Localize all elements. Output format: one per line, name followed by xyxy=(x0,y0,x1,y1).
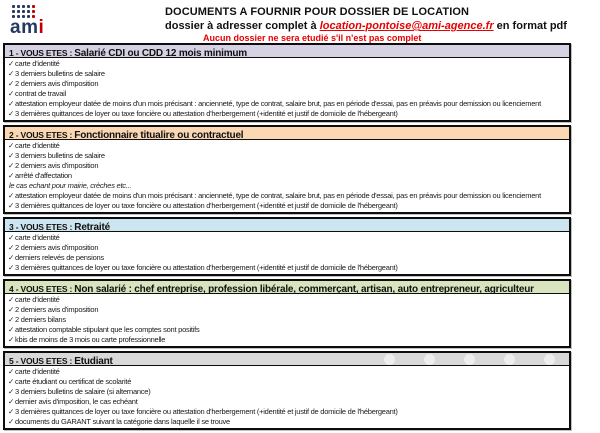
item-text: attestation employeur datée de moins d'un mois précisant : ancienneté, type de contrat, salaire brut, pas en période d'essai, pas en préavis pour demission ou licenciement xyxy=(15,191,541,200)
item-text: carte d'identité xyxy=(15,367,60,376)
checklist-item xyxy=(8,295,565,305)
item-text: 2 derniers bilans xyxy=(15,315,66,324)
section-header xyxy=(5,219,569,232)
logo-dot xyxy=(17,10,20,13)
checkmark-icon: ✓ xyxy=(8,99,15,108)
item-text: 3 dernières quittances de loyer ou taxe foncière ou attestation d'herbergement (+identité et justif de domicile de l'hébergeant) xyxy=(15,407,398,416)
subtitle-prefix: dossier à adresser complet à xyxy=(165,20,320,32)
checkmark-icon: ✓ xyxy=(8,141,15,150)
watermark-circle xyxy=(504,354,515,365)
item-text: 3 dernières quittances de loyer ou taxe foncière ou attestation d'herbergement (+identité et justif de domicile de l'hébergeant) xyxy=(15,263,398,272)
logo-dot xyxy=(27,5,30,8)
checkmark-icon: ✓ xyxy=(8,325,15,334)
logo-wordmark xyxy=(10,19,56,36)
item-text: 2 derniers avis d'imposition xyxy=(15,79,99,88)
checkmark-icon: ✓ xyxy=(8,335,15,344)
section-number-label: 5 - VOUS ETES : xyxy=(9,356,75,366)
checklist-item xyxy=(8,367,565,377)
section-items xyxy=(5,294,569,346)
checklist-item xyxy=(8,263,565,273)
checklist-item xyxy=(8,407,565,417)
checkmark-icon: ✓ xyxy=(8,79,15,88)
item-text: 2 derniers avis d'imposition xyxy=(15,243,99,252)
item-text: 3 derniers bulletins de salaire (si alternance) xyxy=(15,387,151,396)
checkmark-icon: ✓ xyxy=(8,407,15,416)
section-header xyxy=(5,45,569,58)
title-block xyxy=(165,6,585,43)
logo-dot xyxy=(12,10,15,13)
checkmark-icon: ✓ xyxy=(8,417,15,426)
checkmark-icon: ✓ xyxy=(8,109,15,118)
checkmark-icon: ✓ xyxy=(8,233,15,242)
section-title: Retraité xyxy=(74,222,110,232)
checkmark-icon: ✓ xyxy=(8,89,15,98)
checkmark-icon: ✓ xyxy=(8,151,15,160)
warning-text: Aucun dossier ne sera etudié s'il n'est pas complet xyxy=(203,33,422,43)
checklist-item xyxy=(8,377,565,387)
sections-container xyxy=(3,43,571,433)
logo-dot xyxy=(12,5,15,8)
section-number-label: 4 - VOUS ETES : xyxy=(9,284,75,294)
checkmark-icon: ✓ xyxy=(8,377,15,386)
item-text: carte d'identité xyxy=(15,59,60,68)
section-items xyxy=(5,140,569,212)
logo-dot xyxy=(22,5,25,8)
checklist-item xyxy=(8,305,565,315)
document-subtitle xyxy=(165,20,585,32)
checklist-item xyxy=(8,69,565,79)
section-title: Etudiant xyxy=(74,356,113,366)
watermark-circle xyxy=(424,354,435,365)
item-text: contrat de travail xyxy=(15,89,66,98)
item-text: attestation comptable stipulant que les comptes sont positifs xyxy=(15,325,200,334)
checklist-item xyxy=(8,417,565,427)
section-items xyxy=(5,232,569,274)
checklist-item xyxy=(8,151,565,161)
watermark-circle xyxy=(464,354,475,365)
ami-logo xyxy=(10,5,56,36)
item-text: le cas echant pour mairie, crèches etc... xyxy=(9,181,132,190)
checkmark-icon: ✓ xyxy=(8,171,15,180)
section-items xyxy=(5,366,569,428)
email-link[interactable]: location-pontoise@ami-agence.fr xyxy=(319,20,494,32)
checklist-item xyxy=(8,233,565,243)
watermark-circle xyxy=(544,354,555,365)
section-title: Fonctionnaire titualire ou contractuel xyxy=(74,130,244,140)
watermark-circle xyxy=(384,354,395,365)
item-text: attestation employeur datée de moins d'un mois précisant : ancienneté, type de contrat, salaire brut, pas en période d'essai, pas en préavis pour demission ou licenciement xyxy=(15,99,541,108)
checkmark-icon: ✓ xyxy=(8,397,15,406)
logo-dot xyxy=(27,10,30,13)
item-text: 2 derniers avis d'imposition xyxy=(15,305,99,314)
checklist-item xyxy=(8,89,565,99)
checkmark-icon: ✓ xyxy=(8,69,15,78)
checklist-item xyxy=(8,243,565,253)
section-header xyxy=(5,127,569,140)
document-title: DOCUMENTS A FOURNIR POUR DOSSIER DE LOCATION xyxy=(165,6,470,18)
section-box xyxy=(3,351,571,430)
checkmark-icon: ✓ xyxy=(8,59,15,68)
item-text: 3 derniers bulletins de salaire xyxy=(15,69,105,78)
checklist-item xyxy=(8,191,565,201)
logo-text-i: i xyxy=(38,17,45,38)
checklist-item xyxy=(8,201,565,211)
item-text: kbis de moins de 3 mois ou carte professionnelle xyxy=(15,335,166,344)
checkmark-icon: ✓ xyxy=(8,367,15,376)
item-text: documents du GARANT suivant la catégorie dans laquelle il se trouve xyxy=(15,417,230,426)
item-text: 3 dernières quittances de loyer ou taxe foncière ou attestation d'herbergement (+identité et justif de domicile de l'hébergeant) xyxy=(15,201,398,210)
item-text: carte d'identité xyxy=(15,295,60,304)
section-header xyxy=(5,353,569,366)
logo-dot xyxy=(22,10,25,13)
section-title: Salarié CDI ou CDD 12 mois minimum xyxy=(74,48,247,58)
item-text: 3 derniers bulletins de salaire xyxy=(15,151,105,160)
checklist-item xyxy=(8,141,565,151)
section-title: Non salarié : chef entreprise, profession libérale, commerçant, artisan, auto entrepreneur, agriculteur xyxy=(74,284,534,294)
checkmark-icon: ✓ xyxy=(8,305,15,314)
page-header xyxy=(0,0,600,42)
item-text: derniers relevés de pensions xyxy=(15,253,104,262)
checklist-item xyxy=(8,325,565,335)
section-box xyxy=(3,125,571,214)
logo-text-am: am xyxy=(10,17,39,38)
checklist-item xyxy=(8,387,565,397)
item-text: 3 dernières quittances de loyer ou taxe foncière ou attestation d'herbergement (+identité et justif de domicile de l'hébergeant) xyxy=(15,109,398,118)
section-number-label: 2 - VOUS ETES : xyxy=(9,130,75,140)
checklist-item xyxy=(8,79,565,89)
subtitle-suffix: en format pdf xyxy=(493,20,567,32)
item-text: carte étudiant ou certificat de scolarité xyxy=(15,377,132,386)
item-text: dernier avis d'imposition, le cas echéant xyxy=(15,397,138,406)
item-text: carte d'identité xyxy=(15,141,60,150)
section-box xyxy=(3,279,571,348)
section-header xyxy=(5,281,569,294)
logo-dot xyxy=(32,10,35,13)
checklist-item xyxy=(8,161,565,171)
checkmark-icon: ✓ xyxy=(8,315,15,324)
section-number-label: 1 - VOUS ETES : xyxy=(9,48,75,58)
checkmark-icon: ✓ xyxy=(8,161,15,170)
item-text: arrêté d'affectation xyxy=(15,171,72,180)
checkmark-icon: ✓ xyxy=(8,191,15,200)
checklist-item xyxy=(8,171,565,181)
checkmark-icon: ✓ xyxy=(8,253,15,262)
checklist-item xyxy=(8,397,565,407)
logo-dot xyxy=(17,5,20,8)
checklist-item xyxy=(8,59,565,69)
checkmark-icon: ✓ xyxy=(8,295,15,304)
checklist-item xyxy=(8,181,565,191)
checkmark-icon: ✓ xyxy=(8,201,15,210)
checkmark-icon: ✓ xyxy=(8,243,15,252)
item-text: 2 derniers avis d'imposition xyxy=(15,161,99,170)
section-number-label: 3 - VOUS ETES : xyxy=(9,222,75,232)
checklist-item xyxy=(8,253,565,263)
checklist-item xyxy=(8,315,565,325)
checklist-item xyxy=(8,99,565,109)
item-text: carte d'identité xyxy=(15,233,60,242)
checkmark-icon: ✓ xyxy=(8,387,15,396)
logo-dot xyxy=(32,5,35,8)
section-box xyxy=(3,43,571,122)
section-box xyxy=(3,217,571,276)
checklist-item xyxy=(8,335,565,345)
checklist-item xyxy=(8,109,565,119)
section-items xyxy=(5,58,569,120)
checkmark-icon: ✓ xyxy=(8,263,15,272)
